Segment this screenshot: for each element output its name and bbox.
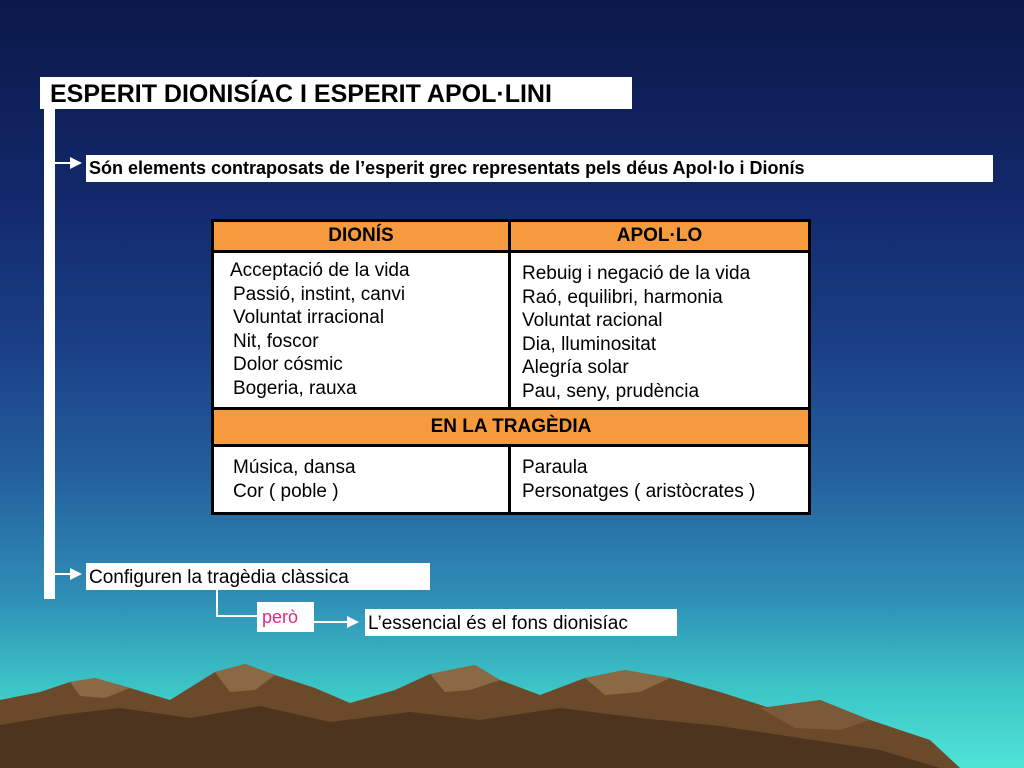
connector-line-pero bbox=[216, 615, 258, 617]
dionis-trait: Bogeria, rauxa bbox=[233, 377, 357, 399]
page-title: ESPERIT DIONISÍAC I ESPERIT APOL·LINI bbox=[40, 77, 632, 109]
apollo-trait: Voluntat racional bbox=[522, 310, 663, 331]
essencial-text: L’essencial és el fons dionisíac bbox=[365, 609, 677, 636]
header-tragedy: EN LA TRAGÈDIA bbox=[214, 410, 808, 444]
connector-vertical-bar bbox=[44, 108, 55, 599]
apollo-trait: Pau, seny, prudència bbox=[522, 380, 700, 402]
header-dionis: DIONÍS bbox=[214, 222, 508, 250]
apollo-tragedy-item: Personatges ( aristòcrates ) bbox=[522, 480, 756, 502]
arrow-right-icon bbox=[70, 568, 82, 580]
apollo-tragedy bbox=[511, 447, 808, 512]
dionis-tragedy-item: Cor ( poble ) bbox=[233, 480, 339, 502]
apollo-tragedy-item: Paraula bbox=[522, 457, 588, 478]
dionis-trait: Passió, instint, canvi bbox=[233, 283, 406, 305]
dionis-trait: Voluntat irracional bbox=[233, 307, 385, 328]
pero-label: però bbox=[257, 602, 314, 632]
dionis-tragedy-item: Música, dansa bbox=[233, 457, 356, 478]
arrow-right-icon bbox=[70, 157, 82, 169]
header-apollo: APOL·LO bbox=[511, 222, 808, 250]
dionis-tragedy bbox=[214, 447, 508, 512]
dionis-traits bbox=[214, 253, 508, 407]
configuren-text: Configuren la tragèdia clàssica bbox=[86, 563, 430, 590]
subtitle-text: Són elements contraposats de l’esperit grec representats pels déus Apol·lo i Dionís bbox=[86, 155, 993, 182]
comparison-table bbox=[211, 219, 811, 515]
apollo-trait: Raó, equilibri, harmonia bbox=[522, 286, 723, 308]
apollo-trait: Rebuig i negació de la vida bbox=[522, 263, 751, 284]
connector-line-down bbox=[216, 590, 218, 616]
dionis-trait: Nit, foscor bbox=[233, 330, 319, 352]
apollo-trait: Alegría solar bbox=[522, 357, 629, 378]
apollo-traits bbox=[511, 253, 808, 407]
arrow-right-icon bbox=[347, 616, 359, 628]
dionis-trait: Acceptació de la vida bbox=[230, 260, 410, 281]
apollo-trait: Dia, lluminositat bbox=[522, 333, 657, 355]
dionis-trait: Dolor cósmic bbox=[233, 354, 343, 375]
